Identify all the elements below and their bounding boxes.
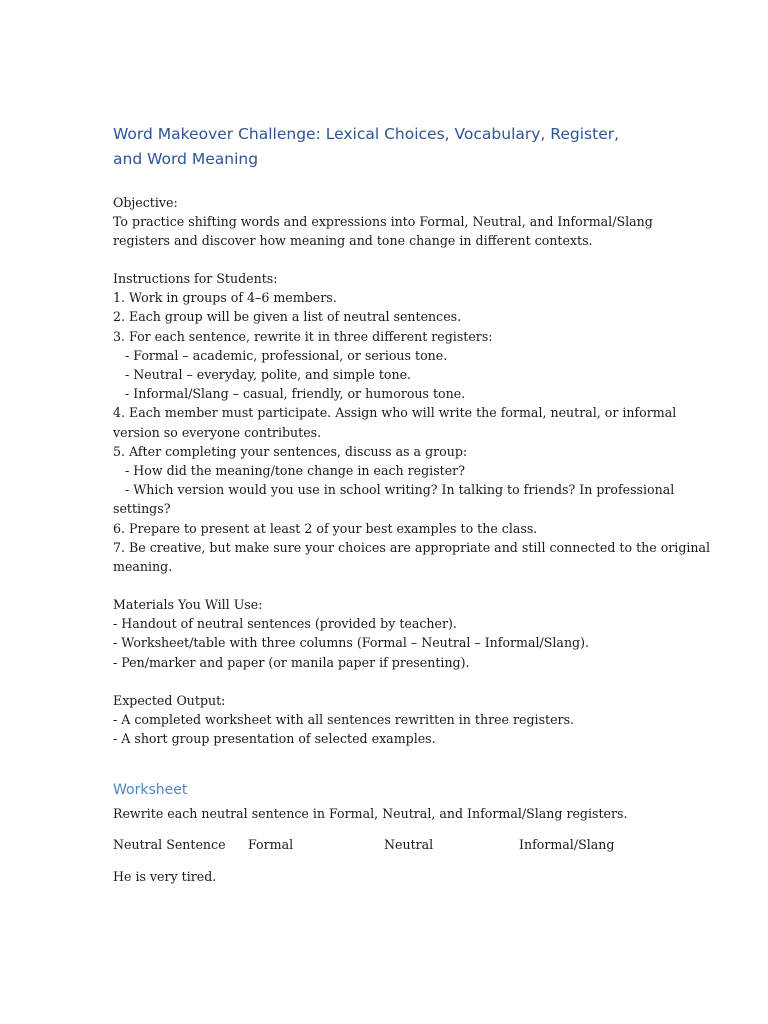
instruction-line: settings? — [113, 501, 171, 517]
instruction-line: 3. For each sentence, rewrite it in three different registers: — [113, 328, 493, 344]
column-header-informal-slang: Informal/Slang — [519, 837, 615, 852]
expected-output-line: - A short group presentation of selected examples. — [113, 731, 436, 747]
objective-line: To practice shifting words and expressions into Formal, Neutral, and Informal/Slang — [113, 214, 653, 230]
column-header-neutral-sentence: Neutral Sentence — [113, 837, 226, 852]
expected-output-section — [113, 691, 673, 749]
materials-line: - Pen/marker and paper (or manila paper if presenting). — [113, 654, 470, 670]
neutral-sentence-cell: He is very tired. — [113, 869, 217, 884]
materials-heading: Materials You Will Use: — [113, 597, 263, 612]
table-row — [113, 867, 216, 886]
worksheet-table-header — [113, 835, 673, 855]
instruction-line: version so everyone contributes. — [113, 424, 322, 440]
instructions-section — [113, 269, 711, 576]
instruction-line: meaning. — [113, 559, 173, 575]
instruction-line: - How did the meaning/tone change in each register? — [113, 463, 465, 479]
instruction-line: - Which version would you use in school writing? In talking to friends? In professional — [113, 482, 675, 498]
worksheet-instruction-block — [113, 804, 673, 823]
objective-line: registers and discover how meaning and tone change in different contexts. — [113, 233, 593, 249]
column-header-formal: Formal — [248, 837, 294, 852]
objective-section — [113, 193, 673, 251]
column-header-neutral: Neutral — [384, 837, 434, 852]
worksheet-heading: Worksheet — [113, 782, 188, 798]
expected-output-heading: Expected Output: — [113, 693, 226, 708]
instruction-line: 6. Prepare to present at least 2 of your best examples to the class. — [113, 520, 538, 536]
instruction-line: 1. Work in groups of 4–6 members. — [113, 290, 337, 306]
materials-section — [113, 595, 673, 672]
materials-line: - Worksheet/table with three columns (Formal – Neutral – Informal/Slang). — [113, 635, 590, 651]
instruction-line: - Formal – academic, professional, or serious tone. — [113, 347, 448, 363]
worksheet-instruction: Rewrite each neutral sentence in Formal, Neutral, and Informal/Slang registers. — [113, 806, 628, 821]
instruction-line: 7. Be creative, but make sure your choices are appropriate and still connected to the original — [113, 539, 711, 555]
instructions-heading: Instructions for Students: — [113, 271, 278, 286]
materials-line: - Handout of neutral sentences (provided by teacher). — [113, 616, 457, 632]
objective-heading: Objective: — [113, 195, 178, 210]
expected-output-line: - A completed worksheet with all sentences rewritten in three registers. — [113, 712, 575, 728]
instruction-line: 2. Each group will be given a list of neutral sentences. — [113, 309, 462, 325]
instruction-line: - Informal/Slang – casual, friendly, or humorous tone. — [113, 386, 466, 402]
instruction-line: - Neutral – everyday, polite, and simple tone. — [113, 367, 412, 383]
instruction-line: 5. After completing your sentences, discuss as a group: — [113, 443, 468, 459]
document-title: Word Makeover Challenge: Lexical Choices, Vocabulary, Register, and Word Meaning — [113, 125, 620, 168]
instruction-line: 4. Each member must participate. Assign who will write the formal, neutral, or informal — [113, 405, 677, 421]
